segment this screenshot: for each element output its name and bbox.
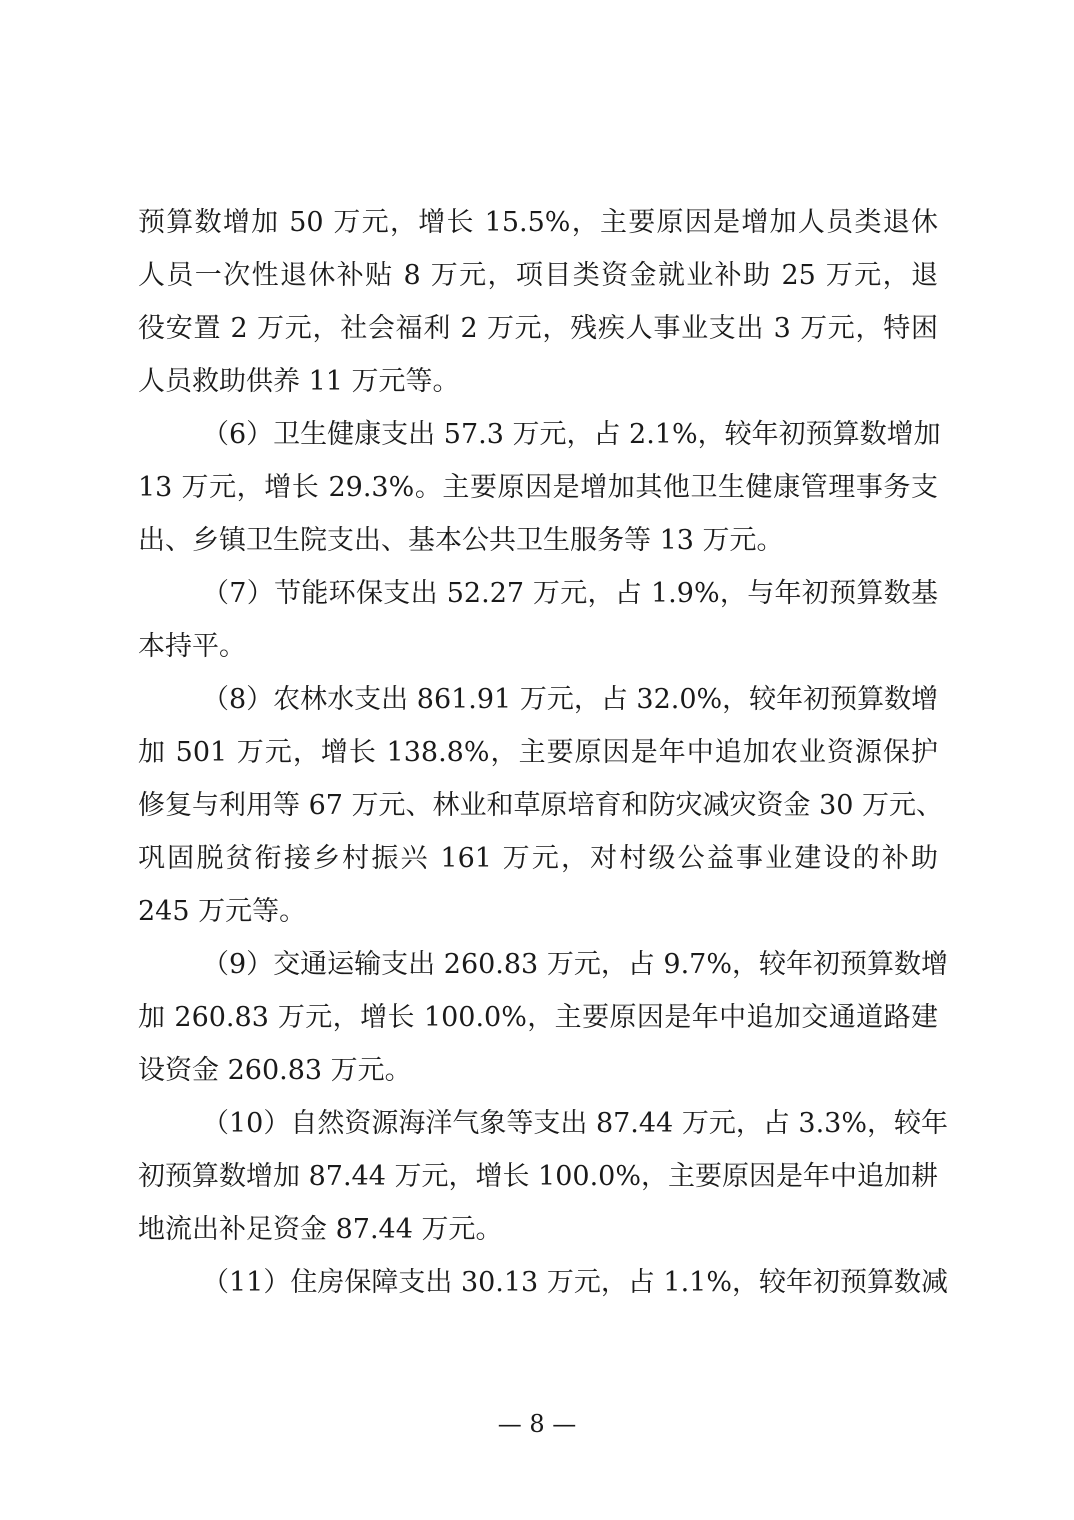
text-line: 预算数增加 50 万元，增长 15.5%，主要原因是增加人员类退休 <box>138 207 938 238</box>
text-line: 出、乡镇卫生院支出、基本公共卫生服务等 13 万元。 <box>138 525 784 556</box>
text-line: 人员救助供养 11 万元等。 <box>138 366 460 397</box>
text-line: （7）节能环保支出 52.27 万元，占 1.9%，与年初预算数基 <box>202 578 938 609</box>
text-line: 设资金 260.83 万元。 <box>138 1055 412 1086</box>
text-line: 地流出补足资金 87.44 万元。 <box>138 1214 503 1245</box>
text-line: 13 万元，增长 29.3%。主要原因是增加其他卫生健康管理事务支 <box>138 472 938 503</box>
text-line: 人员一次性退休补贴 8 万元，项目类资金就业补助 25 万元，退 <box>138 260 938 291</box>
text-line: （10）自然资源海洋气象等支出 87.44 万元，占 3.3%，较年 <box>202 1108 948 1139</box>
text-line: 加 260.83 万元，增长 100.0%，主要原因是年中追加交通道路建 <box>138 1002 938 1033</box>
text-line: 巩固脱贫衔接乡村振兴 161 万元，对村级公益事业建设的补助 <box>138 843 938 874</box>
text-line: （8）农林水支出 861.91 万元，占 32.0%，较年初预算数增 <box>202 684 939 715</box>
page-number: — 8 — <box>497 1410 577 1438</box>
text-line: （9）交通运输支出 260.83 万元，占 9.7%，较年初预算数增 <box>202 949 948 980</box>
text-line: （11）住房保障支出 30.13 万元，占 1.1%，较年初预算数减 <box>202 1267 948 1298</box>
text-line: 初预算数增加 87.44 万元，增长 100.0%，主要原因是年中追加耕 <box>138 1161 938 1192</box>
text-line: 本持平。 <box>138 631 246 662</box>
text-line: 役安置 2 万元，社会福利 2 万元，残疾人事业支出 3 万元，特困 <box>138 313 938 344</box>
text-line: 加 501 万元，增长 138.8%，主要原因是年中追加农业资源保护 <box>138 737 938 768</box>
text-line: （6）卫生健康支出 57.3 万元，占 2.1%，较年初预算数增加 <box>202 419 941 450</box>
text-line: 修复与利用等 67 万元、林业和草原培育和防灾减灾资金 30 万元、 <box>138 790 944 821</box>
text-line: 245 万元等。 <box>138 896 307 927</box>
